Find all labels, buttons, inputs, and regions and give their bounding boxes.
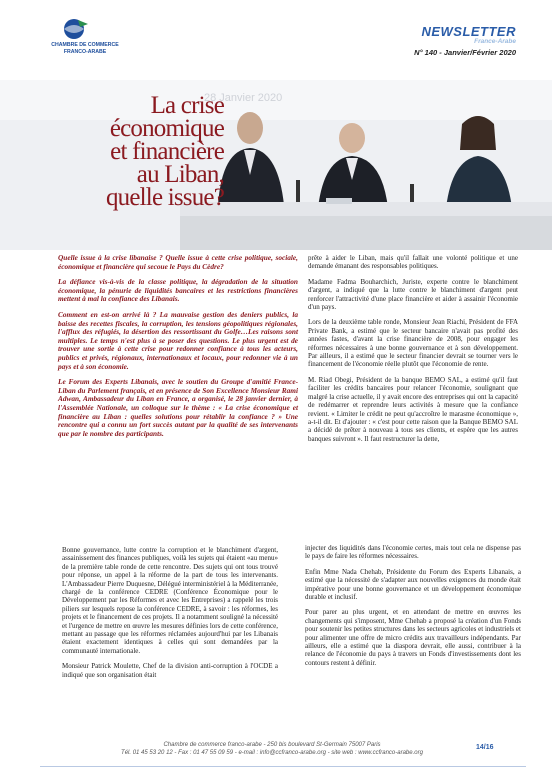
newsletter-title: NEWSLETTER — [421, 24, 516, 39]
page-headline — [104, 94, 224, 209]
hero-date-overlay: 28 Janvier 2020 — [204, 92, 283, 104]
body-paragraph: Enfin Mme Nada Chehab, Présidente du Forum des Experts Libanais, a estimé que la nécessité de s'adapter aux nouvelles exigences du monde était impérative pour une bonne gouvernance et un développement économique durable et inclusif. — [305, 567, 521, 602]
headline-line: et financière — [110, 138, 224, 165]
headline-line: économique — [109, 115, 224, 142]
footer-contact: Tél. 01 45 53 20 12 - Fax : 01 47 55 09 59 - e-mail : info@ccfranco-arabe.org - site web : www.ccfranco-arabe.org — [121, 749, 423, 756]
body-paragraph: prête à aider le Liban, mais qu'il fallait une volonté politique et une demande émanant des responsables politiques. — [308, 254, 518, 271]
body-paragraph: Bonne gouvernance, lutte contre la corruption et le blanchiment d'argent, assainissement des finances publiques, voilà les sujets qui étaient «au menu» de la première table ronde de cette rencontre. Des sujets qui ont tous trouvé pour réponse, un appel à la réforme de la part de tous les intervenants. L'Ambassadeur Pierre Duquesne, Délégué interministériel à la Méditerranée, chargé de la conférence CEDRE (Conférence Économique pour le Développement par les Réformes et avec les Entreprises) a rappelé les trois piliers sur lesquels repose la conférence CEDRE, à savoir : les réformes, les projets et le financement de ces projets. Il a notamment souligné la nécessité et l'urgence de mettre en œuvre les mesures définies lors de cette conférence, mettant au passage que les réformes réclamées aujourd'hui par les Libanais étaient exactement identiques à celles qui sont demandées par la communauté internationale. — [62, 546, 278, 655]
headline-line: La crise — [150, 92, 224, 119]
newsletter-subtitle: France-Arabe — [474, 38, 516, 45]
page-footer — [102, 742, 442, 757]
body-paragraph: injecter des liquidités dans l'économie certes, mais tout cela ne dispense pas le pays de faire les réformes nécessaires. — [305, 544, 521, 561]
chamber-name-line1: CHAMBRE DE COMMERCE — [51, 42, 119, 48]
body-paragraph: Lors de la deuxième table ronde, Monsieur Jean Riachi, Président de FFA Private Bank, a estimé que le secteur bancaire n'avait pas profité des années fastes, d'avant la crise financière de 2008, pour engager les réformes nécessaires à une bonne gouvernance et à son développement. Par ailleurs, il a estimé que le secteur financier devrait se tourner vers le financement de l'économie réelle plutôt que l'économie de rente. — [308, 318, 518, 369]
intro-paragraph: Comment en est-on arrivé là ? La mauvaise gestion des deniers publics, la baisse des recettes fiscales, la corruption, les tensions géopolitiques régionales, l'afflux des réfugiés, la désertion des ressortissant du Golfe…Les raisons sont multiples. Le temps n'est plus à se poser des questions. Le plus urgent est de trouver une sortie à cette crise pour redonner confiance à tous les acteurs, publics et privés, régionaux, internationaux et locaux, pour redonner vie à un pays et à son économie. — [58, 309, 298, 371]
chamber-logo-icon — [58, 18, 90, 40]
footer-address: Chambre de commerce franco-arabe - 250 bis boulevard St-Germain 75007 Paris — [163, 742, 381, 748]
footer-divider — [40, 766, 526, 767]
body-paragraph: M. Riad Obegi, Président de la banque BEMO SAL, a estimé qu'il faut faciliter les crédits bancaires pour relancer l'économie, soulignant que malgré la crise actuelle, il y avait encore des entreprises qui ont la capacité de redémarrer et reprendre leurs activités à mesure que la confiance revient. « Limiter le crédit ne peut qu'accroître le marasme économique », a-t-il dit. Et d'ajouter : « c'est pour cette raison que la Banque BEMO SAL a décidé de prêter à nouveau à tous ses clients, et espère que les autres banques suivront ». Il faut restructurer la dette, — [308, 375, 518, 443]
article-column-right — [308, 254, 518, 450]
page-number: 14/16 — [476, 744, 494, 751]
intro-paragraph: La défiance vis-à-vis de la classe politique, la dégradation de la situation économique, la pénurie de liquidités bancaires et les restrictions financières mettent à mal la confiance des Libanais. — [58, 277, 298, 304]
intro-paragraph: Quelle issue à la crise libanaise ? Quelle issue à cette crise politique, sociale, économique et financière qui secoue le Pays du Cèdre? — [58, 253, 298, 271]
article-column-right-continued — [305, 544, 521, 674]
intro-text — [58, 254, 298, 445]
article-column-left — [62, 546, 278, 686]
intro-paragraph: Le Forum des Experts Libanais, avec le soutien du Groupe d'amitié France-Liban du Parlement français, et en présence de Son Excellence Monsieur Rami Adwan, Ambassadeur du Liban en France, a organisé, le 28 janvier dernier, à l'Assemblée Nationale, un colloque sur le thème : « La crise économique et financière au Liban : quelles solutions pour rétablir la confiance ? » Une rencontre qui a connu un fort succès autant par la qualité de ses intervenants que par le nombre des participants. — [58, 377, 298, 438]
body-paragraph: Pour parer au plus urgent, et en attendant de mettre en œuvres les changements qui s'imposent, Mme Chehab a proposé la création d'un Fonds pour soutenir les petites structures dans les secteurs agricoles et industriels et pour alimenter une offre de micro crédits aux travailleurs indépendants. Par ailleurs, elle a estimé que la diaspora devrait, elle aussi, contribuer à la relance de l'économie du pays à travers un Fonds d'investissements dont les contours restent à définir. — [305, 608, 521, 667]
body-paragraph: Madame Fadma Bouharchich, Juriste, experte contre le blanchiment d'argent, a indiqué que la lutte contre le blanchiment d'argent peut renforcer l'attractivité d'une place financière et aider à assainir l'économie d'un pays. — [308, 277, 518, 312]
headline-line: quelle issue? — [105, 184, 224, 211]
issue-number: N° 140 - Janvier/Février 2020 — [414, 48, 516, 57]
chamber-name-line2: FRANCO-ARABE — [63, 48, 107, 55]
body-paragraph: Monsieur Patrick Moulette, Chef de la division anti-corruption à l'OCDE a indiqué que son organisation était — [62, 662, 278, 679]
hero-photo — [0, 80, 552, 250]
headline-line: au Liban, — [136, 161, 224, 188]
chamber-name — [40, 42, 130, 55]
